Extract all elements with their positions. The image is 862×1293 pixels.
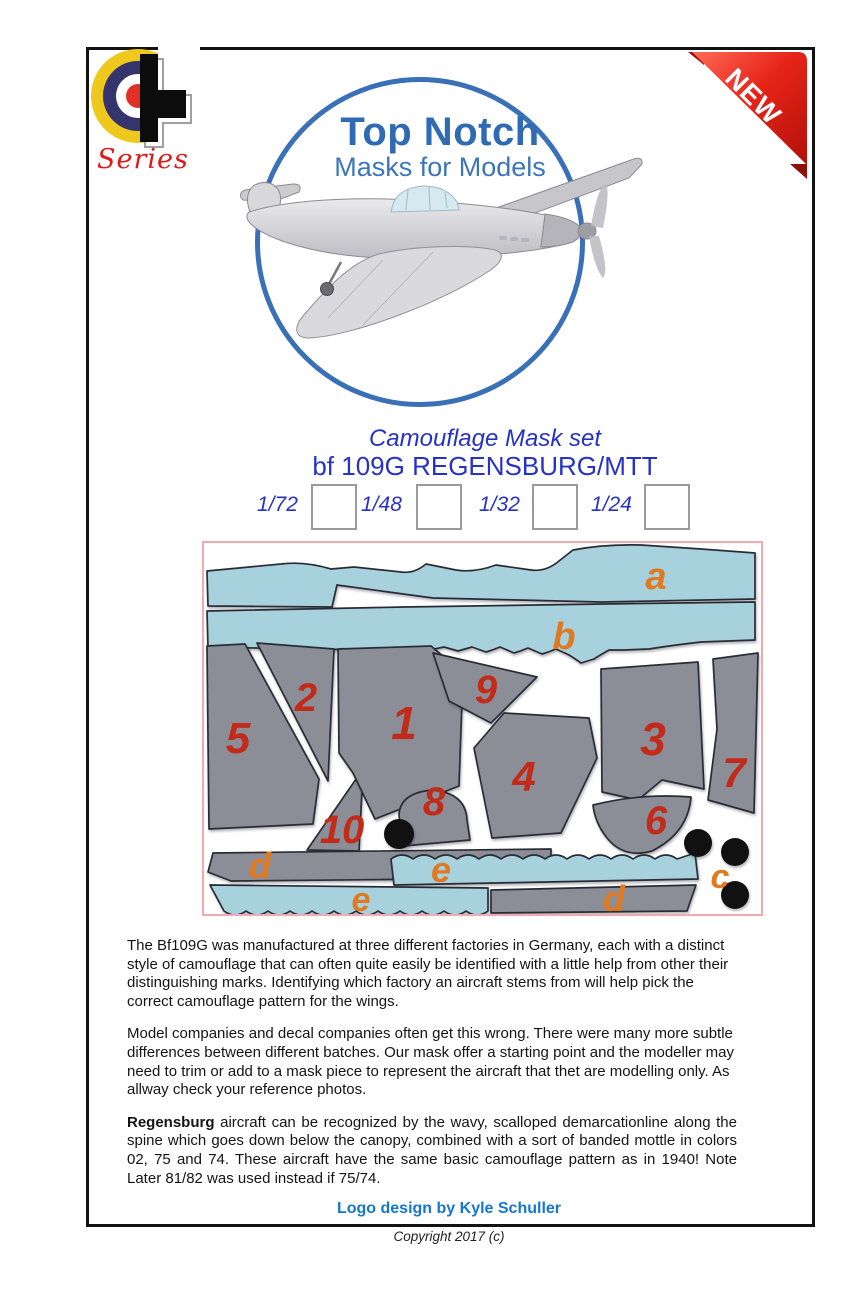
mask-piece-6-label: 6: [644, 799, 668, 843]
scale-checkbox-1-72[interactable]: [311, 484, 357, 530]
mask-piece-9-label: 9: [474, 668, 498, 712]
footer-credit: Logo design by Kyle Schuller: [336, 1200, 562, 1217]
paragraph-regensburg: [127, 1114, 737, 1188]
paragraph-regensburg-lead: Regensburg: [127, 1113, 215, 1131]
mask-strip-a-label: a: [645, 556, 667, 598]
mask-piece-3-label: 3: [640, 713, 666, 765]
mask-strip-b-label: b: [552, 616, 576, 658]
propeller-blade-bottom: [589, 236, 605, 278]
new-ribbon: [686, 46, 816, 180]
canopy: [391, 186, 459, 212]
mask-sheet: [202, 541, 763, 916]
mask-piece-6: [593, 796, 691, 853]
scale-checkbox-1-32[interactable]: [532, 484, 578, 530]
product-set-type: Camouflage Mask set: [368, 425, 602, 452]
mask-dots-c-label: c: [710, 858, 730, 896]
mask-strip-d-right-label: d: [603, 878, 625, 914]
scale-label-1-48: 1/48: [361, 493, 402, 516]
paragraph-companies: Model companies and decal companies often get this wrong. There were many more subtle differences between different batches. Our mask offer a starting point and the modeller may need to trim or add to a mask piece to represent the aircraft that thet are modelling only. As allway check your reference photos.: [127, 1025, 735, 1099]
copyright-line: Copyright 2017 (c): [393, 1229, 505, 1244]
mask-piece-4-label: 4: [512, 753, 536, 800]
mask-strip-a: [207, 545, 755, 607]
mask-sheet-drawing: [204, 543, 761, 914]
paragraph-factories: The Bf109G was manufactured at three different factories in Germany, each with a distinct style of camouflage that can often quite easily be identified with a little help from other their distinguishing marks. Identifying which factory an aircraft stems from will help pick the correct camouflage pattern for the wings.: [127, 937, 729, 1010]
brand-subtitle: Masks for Models: [334, 152, 546, 182]
ribbon-fold-bottom: [790, 164, 807, 179]
product-name: bf 109G REGENSBURG/MTT: [312, 451, 658, 481]
series-logo: [88, 47, 200, 151]
mask-strip-e-left-label: e: [351, 881, 371, 914]
mask-piece-1-label: 1: [391, 697, 417, 749]
aircraft-illustration: [233, 150, 663, 350]
mask-strip-d-left-label: d: [249, 845, 271, 886]
scale-label-1-72: 1/72: [257, 493, 298, 516]
scale-label-1-24: 1/24: [591, 493, 632, 516]
mask-dot-1: [384, 819, 414, 849]
scale-label-1-32: 1/32: [479, 493, 520, 516]
scale-checkbox-1-48[interactable]: [416, 484, 462, 530]
brand-title: Top Notch: [340, 110, 540, 154]
paragraph-regensburg-rest: aircraft can be recognized by the wavy, scalloped demarcationline along the spine which goes down below the canopy, combined with a sort of banded mottle in colors 02, 75 and 74. These aircraft have the same basic camouflage pattern as in 1940! Note Later 81/82 was used instead if 75/74.: [127, 1113, 737, 1187]
mask-strip-d-right: [491, 885, 696, 913]
scale-checkbox-1-24[interactable]: [644, 484, 690, 530]
description-text: [127, 937, 737, 1202]
mask-dot-2: [684, 829, 712, 857]
mask-piece-5-label: 5: [225, 714, 251, 763]
mask-piece-10-label: 10: [319, 808, 365, 852]
mask-piece-7-label: 7: [722, 749, 746, 796]
mask-strip-e-right-label: e: [430, 849, 452, 890]
gear-wheel: [321, 283, 334, 296]
mask-piece-2-label: 2: [294, 676, 318, 720]
series-label: Series: [97, 144, 189, 175]
mask-piece-8-label: 8: [422, 780, 446, 824]
ribbon-label: NEW: [719, 62, 788, 131]
nose-cone: [541, 214, 581, 247]
